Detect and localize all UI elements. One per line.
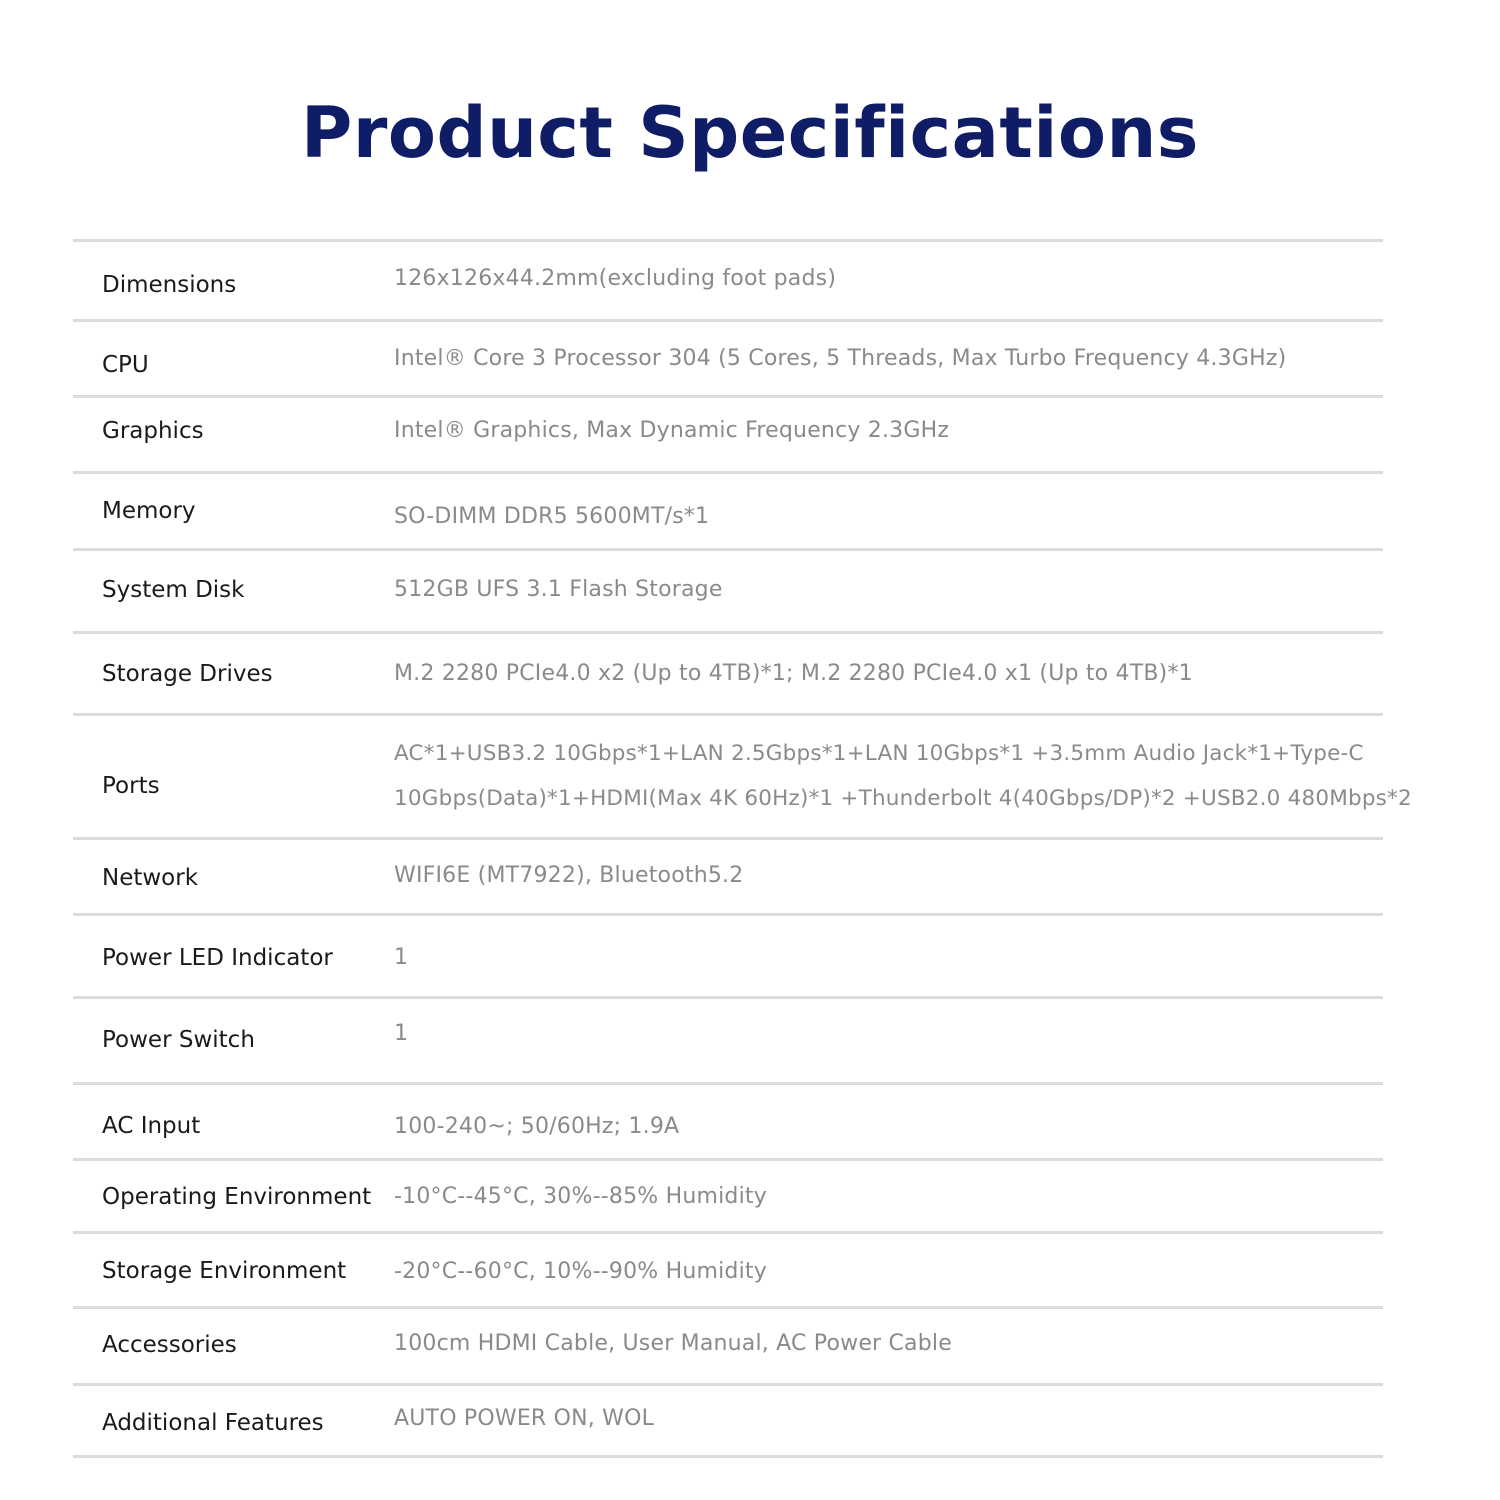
spec-row-memory <box>73 474 1383 551</box>
spec-row-operating-env <box>73 1161 1383 1234</box>
spec-table <box>73 239 1412 1458</box>
spec-label: System Disk <box>102 577 245 603</box>
spec-label: Storage Drives <box>102 661 273 687</box>
spec-value: 1 <box>394 945 409 970</box>
spec-label: Ports <box>102 773 160 799</box>
spec-row-power-switch <box>73 999 1383 1085</box>
spec-row-storage-drives <box>73 634 1383 716</box>
spec-label: CPU <box>102 352 149 378</box>
spec-label: Power LED Indicator <box>102 945 333 971</box>
spec-label: Operating Environment <box>102 1184 372 1210</box>
spec-value: 100cm HDMI Cable, User Manual, AC Power Cable <box>394 1331 952 1356</box>
page-title: Product Specifications <box>301 92 1199 174</box>
spec-row-system-disk <box>73 551 1383 634</box>
spec-row-accessories <box>73 1309 1383 1386</box>
spec-label: AC Input <box>102 1113 201 1139</box>
spec-row-network <box>73 840 1383 916</box>
spec-value: Intel® Graphics, Max Dynamic Frequency 2.3GHz <box>394 418 950 443</box>
spec-value: Intel® Core 3 Processor 304 (5 Cores, 5 Threads, Max Turbo Frequency 4.3GHz) <box>394 346 1287 371</box>
spec-value <box>394 731 1412 821</box>
spec-row-ports <box>73 716 1412 840</box>
spec-row-storage-env <box>73 1234 1383 1309</box>
spec-label: Additional Features <box>102 1410 324 1436</box>
spec-label: Graphics <box>102 418 204 444</box>
spec-row-power-led <box>73 916 1383 999</box>
spec-value: -10°C--45°C, 30%--85% Humidity <box>394 1184 767 1209</box>
spec-value: WIFI6E (MT7922), Bluetooth5.2 <box>394 863 744 888</box>
spec-value: 126x126x44.2mm(excluding foot pads) <box>394 266 837 291</box>
spec-value: 1 <box>394 1021 409 1046</box>
spec-value: 512GB UFS 3.1 Flash Storage <box>394 577 723 602</box>
spec-value: -20°C--60°C, 10%--90% Humidity <box>394 1259 767 1284</box>
spec-label: Network <box>102 865 199 891</box>
spec-row-cpu <box>73 322 1383 398</box>
spec-value-line: 10Gbps(Data)*1+HDMI(Max 4K 60Hz)*1 +Thunderbolt 4(40Gbps/DP)*2 +USB2.0 480Mbps*2 <box>394 786 1412 811</box>
spec-row-dimensions <box>73 242 1383 322</box>
spec-label: Accessories <box>102 1332 237 1358</box>
spec-value-line: AC*1+USB3.2 10Gbps*1+LAN 2.5Gbps*1+LAN 10Gbps*1 +3.5mm Audio Jack*1+Type-C <box>394 741 1364 766</box>
spec-row-ac-input <box>73 1085 1383 1161</box>
spec-label: Power Switch <box>102 1027 255 1053</box>
spec-value: M.2 2280 PCIe4.0 x2 (Up to 4TB)*1; M.2 2280 PCIe4.0 x1 (Up to 4TB)*1 <box>394 661 1193 686</box>
spec-row-additional-features <box>73 1386 1383 1458</box>
spec-value: SO-DIMM DDR5 5600MT/s*1 <box>394 504 710 529</box>
spec-row-graphics <box>73 398 1383 474</box>
spec-value: AUTO POWER ON, WOL <box>394 1406 655 1431</box>
spec-label: Dimensions <box>102 272 237 298</box>
spec-label: Storage Environment <box>102 1258 347 1284</box>
spec-label: Memory <box>102 498 196 524</box>
spec-value: 100-240~; 50/60Hz; 1.9A <box>394 1114 680 1139</box>
